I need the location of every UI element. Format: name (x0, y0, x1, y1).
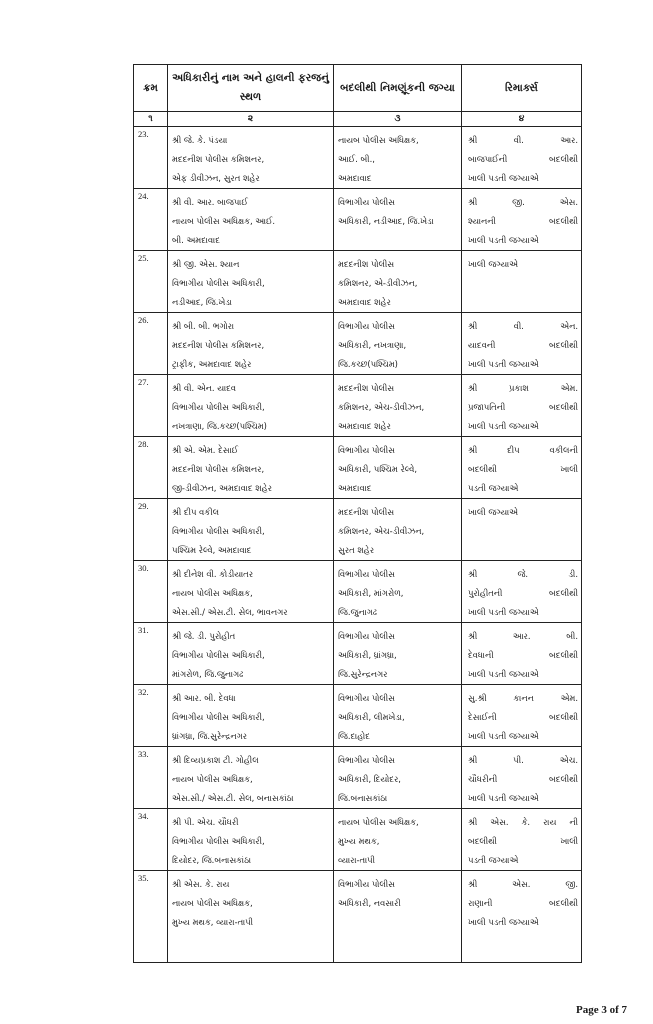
remarks-line: ખાલી પડતી જગ્યાએ (468, 607, 539, 617)
officer-line: ધ્રાંગધ્રા, જિ.સુરેન્દ્રનગર (172, 731, 248, 741)
column-number: ૨ (168, 112, 334, 127)
column-number: ૩ (334, 112, 462, 127)
remarks-line: શ્રી વી. એન. (468, 321, 578, 331)
table-row (134, 251, 582, 313)
remarks-line: યાદવની બદલીથી (468, 340, 578, 350)
remarks-line: ખાલી પડતી જગ્યાએ (468, 917, 539, 927)
posting-line: નાયબ પોલીસ અધિક્ષક, (338, 817, 419, 827)
serial-number: 30. (134, 561, 168, 623)
officer-line: વિભાગીય પોલીસ અધિકારી, (172, 526, 265, 536)
officer-line: શ્રી એસ. કે. રાય (172, 879, 230, 889)
table-row (134, 127, 582, 189)
posting-cell (334, 809, 462, 871)
remarks-line: ખાલી પડતી જગ્યાએ (468, 731, 539, 741)
remarks-line: બાજપાઈની બદલીથી (468, 154, 578, 164)
table-row (134, 747, 582, 809)
remarks-line: શ્રી પ્રકાશ એમ. (468, 383, 578, 393)
officer-cell (168, 313, 334, 375)
remarks-cell (462, 747, 582, 809)
posting-cell (334, 499, 462, 561)
column-number: ૪ (462, 112, 582, 127)
remarks-cell (462, 809, 582, 871)
remarks-line: રાણાની બદલીથી (468, 898, 578, 908)
table-row (134, 313, 582, 375)
remarks-line: શ્રી વી. આર. (468, 135, 578, 145)
officer-line: વિભાગીય પોલીસ અધિકારી, (172, 836, 265, 846)
table-header-row (134, 65, 582, 112)
posting-line: અધિકારી, ધ્રાંગધ્રા, (338, 650, 397, 660)
officer-line: દિયોદર, જિ.બનાસકાંઠા (172, 855, 252, 865)
column-number-row (134, 112, 582, 127)
remarks-line: દેસાઈની બદલીથી (468, 712, 578, 722)
remarks-line: પડતી જગ્યાએ (468, 855, 519, 865)
officer-line: વિભાગીય પોલીસ અધિકારી, (172, 712, 265, 722)
officer-cell (168, 685, 334, 747)
posting-line: મુખ્ય મથક, (338, 836, 380, 846)
officer-line: વિભાગીય પોલીસ અધિકારી, (172, 402, 265, 412)
table-row (134, 623, 582, 685)
officer-line: ટ્રાફીક, અમદાવાદ શહેર (172, 359, 252, 369)
table-row (134, 375, 582, 437)
officer-cell (168, 747, 334, 809)
officer-line: વિભાગીય પોલીસ અધિકારી, (172, 650, 265, 660)
officer-line: શ્રી આર. બી. દેવધા (172, 693, 236, 703)
posting-line: કમિશનર, એ-ડીવીઝન, (338, 278, 418, 288)
posting-cell (334, 127, 462, 189)
column-number: ૧ (134, 112, 168, 127)
posting-cell (334, 685, 462, 747)
table-row (134, 561, 582, 623)
officer-line: મદદનીશ પોલીસ કમિશનર, (172, 464, 265, 474)
remarks-line: શ્યાનની બદલીથી (468, 216, 578, 226)
officer-line: શ્રી જી. એસ. શ્યાન (172, 259, 240, 269)
posting-line: વિભાગીય પોલીસ (338, 321, 395, 331)
officer-cell (168, 437, 334, 499)
officer-line: માંગરોળ, જિ.જુનાગઢ (172, 669, 244, 679)
posting-line: આઈ. બી., (338, 154, 375, 164)
serial-number: 31. (134, 623, 168, 685)
officer-line: શ્રી દીનેશ વી. કોડીયાતર (172, 569, 254, 579)
remarks-line: ચૌધરીની બદલીથી (468, 774, 578, 784)
posting-line: જિ.બનાસકાંઠા (338, 793, 388, 803)
remarks-cell (462, 375, 582, 437)
remarks-line: પ્રજાપતિની બદલીથી (468, 402, 578, 412)
posting-line: અધિકારી, લીમખેડા, (338, 712, 405, 722)
posting-line: અધિકારી, દિયોદર, (338, 774, 401, 784)
remarks-cell (462, 189, 582, 251)
table-row (134, 685, 582, 747)
officer-line: શ્રી વી. એન. યાદવ (172, 383, 237, 393)
posting-line: અધિકારી, માંગરોળ, (338, 588, 404, 598)
serial-number: 24. (134, 189, 168, 251)
posting-line: કમિશનર, એચ-ડીવીઝન, (338, 402, 425, 412)
serial-number: 32. (134, 685, 168, 747)
posting-line: જિ.સુરેન્દ્રનગર (338, 669, 388, 679)
remarks-line: બદલીથી ખાલી (468, 464, 578, 474)
officer-line: નાયબ પોલીસ અધિક્ષક, (172, 588, 253, 598)
posting-cell (334, 747, 462, 809)
posting-cell (334, 871, 462, 963)
serial-number: 33. (134, 747, 168, 809)
table-row (134, 189, 582, 251)
officer-line: શ્રી જે. કે. પંડયા (172, 135, 228, 145)
table-row (134, 437, 582, 499)
remarks-line: પડતી જગ્યાએ (468, 483, 519, 493)
remarks-cell (462, 561, 582, 623)
officer-cell (168, 127, 334, 189)
officer-line: એસ.સી./ એસ.ટી. સેલ, બનાસકાંઠા (172, 793, 294, 803)
posting-cell (334, 251, 462, 313)
officer-line: શ્રી દિવ્યપ્રકાશ ટી. ગોહીલ (172, 755, 259, 765)
remarks-cell (462, 623, 582, 685)
remarks-line: સુ.શ્રી કાનન એમ. (468, 693, 578, 703)
posting-line: વિભાગીય પોલીસ (338, 631, 395, 641)
officer-line: શ્રી જે. ડી. પુરોહીત (172, 631, 236, 641)
officer-line: વિભાગીય પોલીસ અધિકારી, (172, 278, 265, 288)
remarks-cell (462, 685, 582, 747)
remarks-cell (462, 251, 582, 313)
posting-line: જિ.જુનાગઢ (338, 607, 377, 617)
officer-line: મદદનીશ પોલીસ કમિશનર, (172, 340, 265, 350)
posting-line: સુરત શહેર (338, 545, 375, 555)
officer-line: શ્રી એ. એમ. દેસાઈ (172, 445, 239, 455)
officer-line: નખત્રાણા, જિ.કચ્છ(પશ્ચિમ) (172, 421, 267, 431)
posting-line: અધિકારી, પશ્ચિમ રેલ્વે, (338, 464, 418, 474)
posting-line: અમદાવાદ (338, 483, 372, 493)
posting-line: વિભાગીય પોલીસ (338, 693, 395, 703)
remarks-line: ખાલી પડતી જગ્યાએ (468, 173, 539, 183)
officer-line: એફ ડીવીઝન, સુરત શહેર (172, 173, 260, 183)
posting-line: વિભાગીય પોલીસ (338, 445, 395, 455)
posting-cell (334, 375, 462, 437)
remarks-line: શ્રી એસ. કે. રાય ની (468, 817, 578, 827)
table-row (134, 871, 582, 963)
serial-number: 25. (134, 251, 168, 313)
remarks-line: ખાલી જગ્યાએ (468, 259, 519, 269)
posting-line: અમદાવાદ (338, 173, 372, 183)
posting-line: અધિકારી, નવસારી (338, 898, 401, 908)
header-posting: બદલીથી નિમણૂંકની જગ્યા (334, 65, 462, 112)
remarks-line: શ્રી જી. એસ. (468, 197, 578, 207)
remarks-cell (462, 499, 582, 561)
remarks-line: દેવધાની બદલીથી (468, 650, 578, 660)
remarks-line: ખાલી પડતી જગ્યાએ (468, 669, 539, 679)
serial-number: 23. (134, 127, 168, 189)
officer-cell (168, 871, 334, 963)
remarks-cell (462, 871, 582, 963)
remarks-line: પુરોહીતની બદલીથી (468, 588, 578, 598)
posting-line: અધિકારી, નખત્રાણા, (338, 340, 407, 350)
page-number: Page 3 of 7 (575, 1004, 627, 1016)
posting-line: નાયબ પોલીસ અધિક્ષક, (338, 135, 419, 145)
posting-line: અમદાવાદ શહેર (338, 297, 391, 307)
officer-line: જી-ડીવીઝન, અમદાવાદ શહેર (172, 483, 272, 493)
officer-line: શ્રી બી. બી. ભગોરા (172, 321, 235, 331)
remarks-cell (462, 127, 582, 189)
remarks-cell (462, 437, 582, 499)
posting-line: મદદનીશ પોલીસ (338, 259, 395, 269)
officer-line: શ્રી વી. આર. બાજપાઈ (172, 197, 248, 207)
serial-number: 35. (134, 871, 168, 963)
posting-line: વ્યારા-તાપી (338, 855, 375, 865)
transfer-order-table (133, 64, 582, 963)
posting-line: અધિકારી, નડીઆદ, જિ.ખેડા (338, 216, 434, 226)
remarks-line: શ્રી એસ. જી. (468, 879, 578, 889)
table-body (134, 127, 582, 963)
remarks-line: ખાલી પડતી જગ્યાએ (468, 235, 539, 245)
posting-line: મદદનીશ પોલીસ (338, 383, 395, 393)
officer-line: શ્રી પી. એચ. ચૌધરી (172, 817, 239, 827)
officer-cell (168, 623, 334, 685)
remarks-line: શ્રી જે. ડી. (468, 569, 578, 579)
posting-line: કમિશનર, એચ-ડીવીઝન, (338, 526, 425, 536)
serial-number: 27. (134, 375, 168, 437)
remarks-line: શ્રી આર. બી. (468, 631, 578, 641)
posting-cell (334, 623, 462, 685)
posting-line: અમદાવાદ શહેર (338, 421, 391, 431)
officer-line: નાયબ પોલીસ અધિક્ષક, (172, 898, 253, 908)
posting-line: વિભાગીય પોલીસ (338, 879, 395, 889)
serial-number: 28. (134, 437, 168, 499)
header-serial: ક્રમ (134, 65, 168, 112)
remarks-line: શ્રી પી. એચ. (468, 755, 578, 765)
officer-cell (168, 189, 334, 251)
officer-cell (168, 251, 334, 313)
remarks-line: બદલીથી ખાલી (468, 836, 578, 846)
officer-line: નાયબ પોલીસ અધિક્ષક, (172, 774, 253, 784)
posting-line: મદદનીશ પોલીસ (338, 507, 395, 517)
officer-line: નડીઆદ, જિ.ખેડા (172, 297, 232, 307)
posting-line: જિ.કચ્છ(પશ્ચિમ) (338, 359, 398, 369)
posting-cell (334, 313, 462, 375)
officer-cell (168, 375, 334, 437)
remarks-line: ખાલી પડતી જગ્યાએ (468, 359, 539, 369)
serial-number: 29. (134, 499, 168, 561)
posting-cell (334, 437, 462, 499)
posting-line: વિભાગીય પોલીસ (338, 569, 395, 579)
serial-number: 34. (134, 809, 168, 871)
remarks-line: શ્રી દીપ વકીલની (468, 445, 578, 455)
officer-line: મદદનીશ પોલીસ કમિશનર, (172, 154, 265, 164)
remarks-line: ખાલી પડતી જગ્યાએ (468, 793, 539, 803)
serial-number: 26. (134, 313, 168, 375)
posting-cell (334, 189, 462, 251)
officer-line: એસ.સી./ એસ.ટી. સેલ, ભાવનગર (172, 607, 288, 617)
officer-line: બી. અમદાવાદ (172, 235, 220, 245)
remarks-cell (462, 313, 582, 375)
remarks-line: ખાલી જગ્યાએ (468, 507, 519, 517)
officer-cell (168, 809, 334, 871)
officer-line: શ્રી દીપ વકીલ (172, 507, 219, 517)
officer-cell (168, 561, 334, 623)
remarks-line: ખાલી પડતી જગ્યાએ (468, 421, 539, 431)
officer-line: પશ્ચિમ રેલ્વે, અમદાવાદ (172, 545, 252, 555)
officer-line: નાયબ પોલીસ અધિક્ષક, આઈ. (172, 216, 276, 226)
posting-line: વિભાગીય પોલીસ (338, 755, 395, 765)
officer-cell (168, 499, 334, 561)
posting-line: વિભાગીય પોલીસ (338, 197, 395, 207)
header-remarks: રિમાર્ક્સ (462, 65, 582, 112)
header-officer: અધિકારીનું નામ અને હાલની ફરજનું સ્થળ (168, 65, 334, 112)
posting-line: જિ.દાહોદ (338, 731, 370, 741)
table-row (134, 809, 582, 871)
officer-line: મુખ્ય મથક, વ્યારા-તાપી (172, 917, 254, 927)
table-row (134, 499, 582, 561)
posting-cell (334, 561, 462, 623)
